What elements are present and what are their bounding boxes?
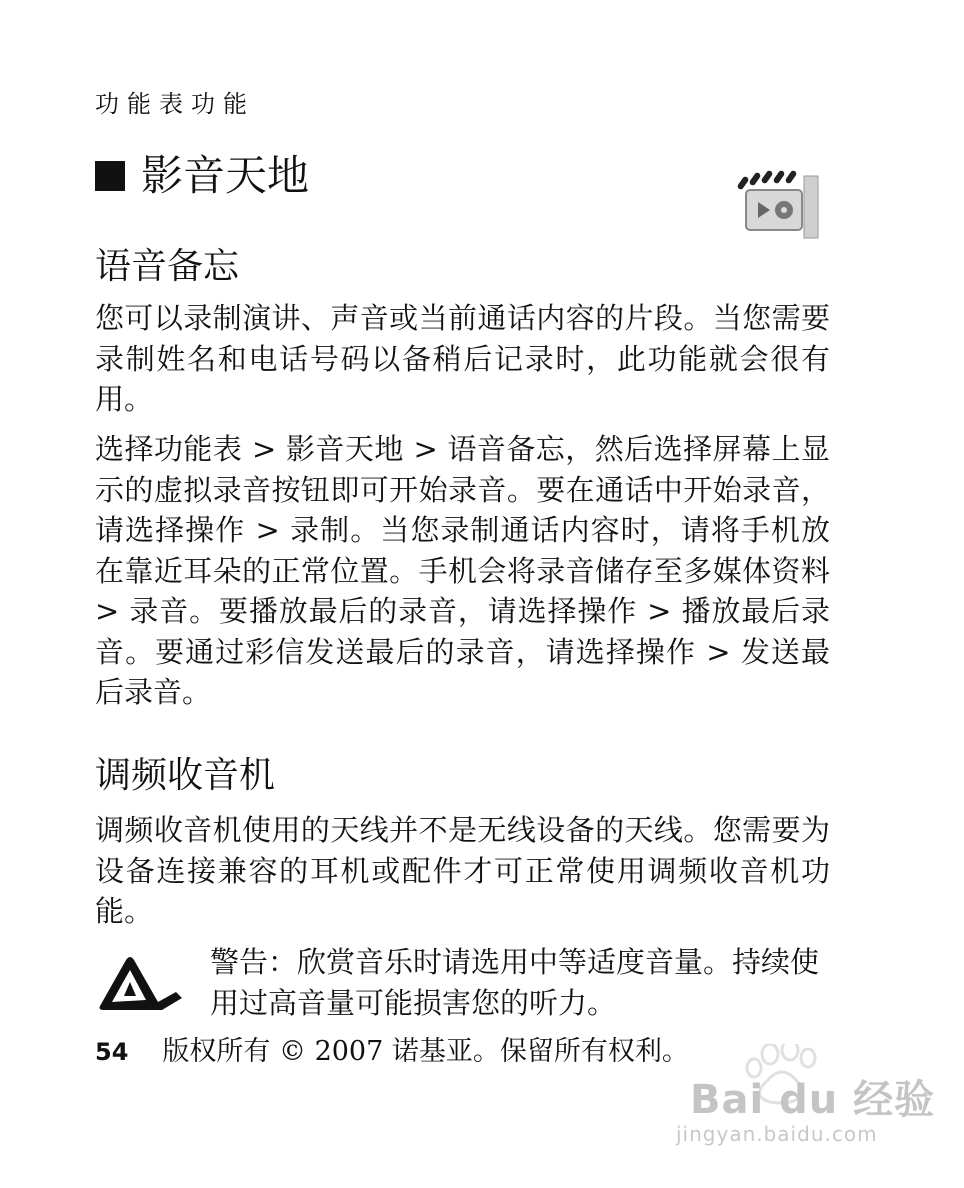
radio-heading: 调频收音机	[95, 755, 276, 796]
warning-text: 欣赏音乐时请选用中等适度音量。持续使用过高音量可能损害您的听力。	[210, 945, 820, 1020]
warning-label: 警告：	[210, 945, 298, 979]
warning-block	[210, 942, 825, 1023]
section-title-text: 影音天地	[141, 151, 310, 200]
warning-icon	[96, 952, 186, 1012]
menu-path-recordings: 录音	[129, 594, 190, 628]
page-header: 功能表功能	[95, 90, 255, 118]
square-bullet-icon	[95, 161, 125, 191]
copyright-text: 版权所有 © 2007 诺基亚。保留所有权利。	[162, 1036, 689, 1067]
menu-path-functions: 功能表	[153, 432, 243, 466]
voice-memo-paragraph-2: 选择功能表 > 影音天地 > 语音备忘，然后选择屏幕上显示的虚拟录音按钮即可开始录音。要在通话中开始录音，请选择操作 > 录制。当您录制通话内容时，请将手机放在靠近耳朵的正常位置。手机会将录音储存至多媒体资料 > 录音。要播放最后的录音，请选择操作 > 播放最后录音。要通过彩信发送最后的录音，请选择操作 > 发送最后录音。	[95, 432, 830, 709]
page-footer	[95, 1034, 689, 1070]
menu-option-operations-3: 操作	[635, 634, 697, 669]
menu-path-voice-memo: 语音备忘	[447, 432, 566, 466]
menu-option-send-last: 发送最后录音	[95, 634, 830, 709]
section-title	[95, 148, 309, 204]
watermark-url: jingyan.baidu.com	[676, 1122, 878, 1146]
media-gallery-icon	[736, 162, 822, 242]
page-number: 54	[95, 1038, 129, 1066]
menu-option-operations: 操作	[185, 513, 246, 547]
menu-option-operations-2: 操作	[577, 594, 638, 628]
radio-paragraph: 调频收音机使用的天线并不是无线设备的天线。您需要为设备连接兼容的耳机或配件才可正常使用调频收音机功能。	[95, 813, 830, 928]
watermark-brand: Bai du 经验	[690, 1077, 936, 1123]
menu-option-record: 录制	[290, 513, 351, 547]
menu-path-media: 影音天地	[285, 432, 404, 466]
voice-memo-paragraph-1: 您可以录制演讲、声音或当前通话内容的片段。当您需要录制姓名和电话号码以备稍后记录时，此功能就会很有用。	[95, 301, 830, 416]
voice-memo-heading: 语音备忘	[95, 246, 240, 287]
menu-path-gallery: 多媒体资料	[683, 553, 830, 588]
menu-option-play-last: 播放最后录音	[95, 594, 830, 669]
